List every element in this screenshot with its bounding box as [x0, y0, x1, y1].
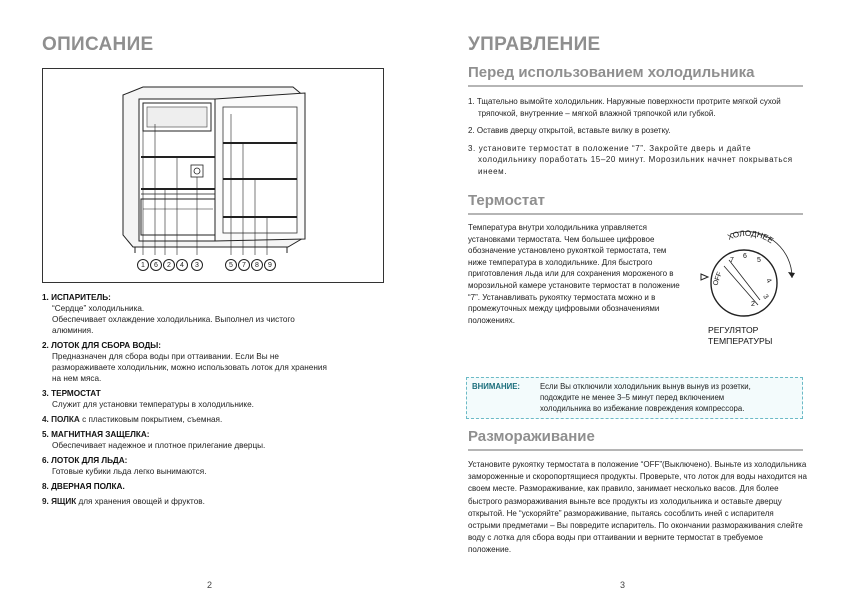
defrost-text: Установите рукоятку термостата в положение “OFF”(Выключено). Выньте из холодильника замороженные и скоропортящиеся продукты. Проверьте, что лоток для воды находится на своем месте. Размораживание, как правило, занимает несколько васов. Для более быстрого размораживания выньте все продукты из холодильника и оставьте дверцу открытой. Не “ускоряйте” размораживание, пытаясь сособлить иней с испарителя острыми предметами – Вы повредите испаритель. По окончании размораживания слейте воду с лотка для сбора воды при оттаивании и верните термостат в требуемое положение. — [468, 460, 807, 555]
part-water-tray: 2. ЛОТОК ДЛЯ СБОРА ВОДЫ: Предназначен для сбора воды при оттаивании. Если Вы не размораживаете холодильник, можно использовать лоток для хранения на нем мяса. — [42, 341, 327, 383]
dial-num-7: 7 — [730, 257, 734, 264]
part-evaporator: 1. ИСПАРИТЕЛЬ: “Сердце” холодильника. Обеспечивает охлаждение холодильника. Выполнел из чистого алюминия. — [42, 293, 295, 335]
callout-7: 7 — [238, 259, 250, 271]
dial-svg — [684, 220, 806, 330]
step-2: 2. Оставив дверцу открытой, вставьте вилку в розетку. — [468, 126, 671, 135]
callout-6: 6 — [150, 259, 162, 271]
callout-1: 1 — [137, 259, 149, 271]
before-use-steps — [468, 96, 808, 183]
part-thermostat: 3. ТЕРМОСТАТ Служит для установки температуры в холодильнике. — [42, 389, 254, 409]
dial-pointer-icon — [701, 274, 708, 280]
right-page — [421, 0, 842, 595]
section-rule — [468, 449, 803, 451]
callout-9: 9 — [264, 259, 276, 271]
step-3: 3. установите термостат в положение “7”. Закройте дверь и дайте холодильнику поработать 15–20 минут. Морозильник начнет покрываться инеем. — [468, 143, 793, 176]
part-door-shelf: 8. ДВЕРНАЯ ПОЛКА. — [42, 482, 125, 491]
callout-8: 8 — [251, 259, 263, 271]
warning-text: Если Вы отключили холодильник вынув вынув из розетки, подождите не менее 3–5 минут перед включением холодильника во избежание повреждения компрессора. — [540, 382, 751, 413]
dial-num-2: 2 — [751, 301, 755, 308]
page-title-controls: УПРАВЛЕНИЕ — [468, 34, 601, 55]
warning-box — [466, 377, 803, 419]
callouts-right — [225, 259, 276, 271]
callout-2: 2 — [163, 259, 175, 271]
page-number-left: 2 — [207, 580, 213, 590]
callout-5: 5 — [225, 259, 237, 271]
warning-title: ВНИМАНИЕ: — [472, 382, 521, 391]
dial-arc-label: ХОЛОДНЕЕ — [726, 228, 776, 246]
parts-list — [42, 292, 382, 511]
callout-4: 4 — [176, 259, 188, 271]
section-heading-before-use: Перед использованием холодильника — [468, 64, 755, 81]
section-heading-thermostat: Термостат — [468, 192, 545, 209]
section-rule — [468, 213, 803, 215]
part-drawer: 9. ЯЩИК для хранения овощей и фруктов. — [42, 497, 205, 506]
part-shelf: 4. ПОЛКА с пластиковым покрытием, съемная. — [42, 415, 223, 424]
callout-3: 3 — [191, 259, 203, 271]
dial-num-5: 5 — [757, 257, 761, 264]
dial-num-6: 6 — [743, 253, 747, 260]
fridge-illustration — [43, 69, 383, 282]
callouts-left — [137, 259, 188, 271]
section-heading-defrost: Размораживание — [468, 428, 595, 445]
thermostat-text: Температура внутри холодильника управляется установками термостата. Чем большее цифровое обозначение установлено рукояткой термостата, тем ниже температура в холодильнике. Для быстрого приготовления льда или для сохранения мороженого в морозильной камере установите термостат в положение “7”. Устанавливать рукоятку термостата можно и в промежуточных между цифровыми обозначениями положениях. — [468, 223, 680, 325]
section-rule — [468, 85, 803, 87]
dial-num-4: 4 — [764, 277, 773, 285]
dial-caption: РЕГУЛЯТОР ТЕМПЕРАТУРЫ — [708, 325, 773, 346]
dial-off-label: OFF — [712, 271, 724, 287]
step-1: 1. Тщательно вымойте холодильник. Наружные поверхности протрите мягкой сухой тряпочкой, внутренние – мягкой влажной тряпочкой или губкой. — [468, 97, 781, 118]
page-title-description: ОПИСАНИЕ — [42, 34, 154, 55]
part-ice-tray: 6. ЛОТОК ДЛЯ ЛЬДА: Готовые кубики льда легко вынимаются. — [42, 456, 207, 476]
page-number-right: 3 — [620, 580, 626, 590]
dial-num-3: 3 — [761, 293, 770, 301]
part-magnetic-latch: 5. МАГНИТНАЯ ЗАЩЕЛКА: Обеспечивает надежное и плотное прилегание дверцы. — [42, 430, 266, 450]
fridge-diagram — [42, 68, 384, 283]
